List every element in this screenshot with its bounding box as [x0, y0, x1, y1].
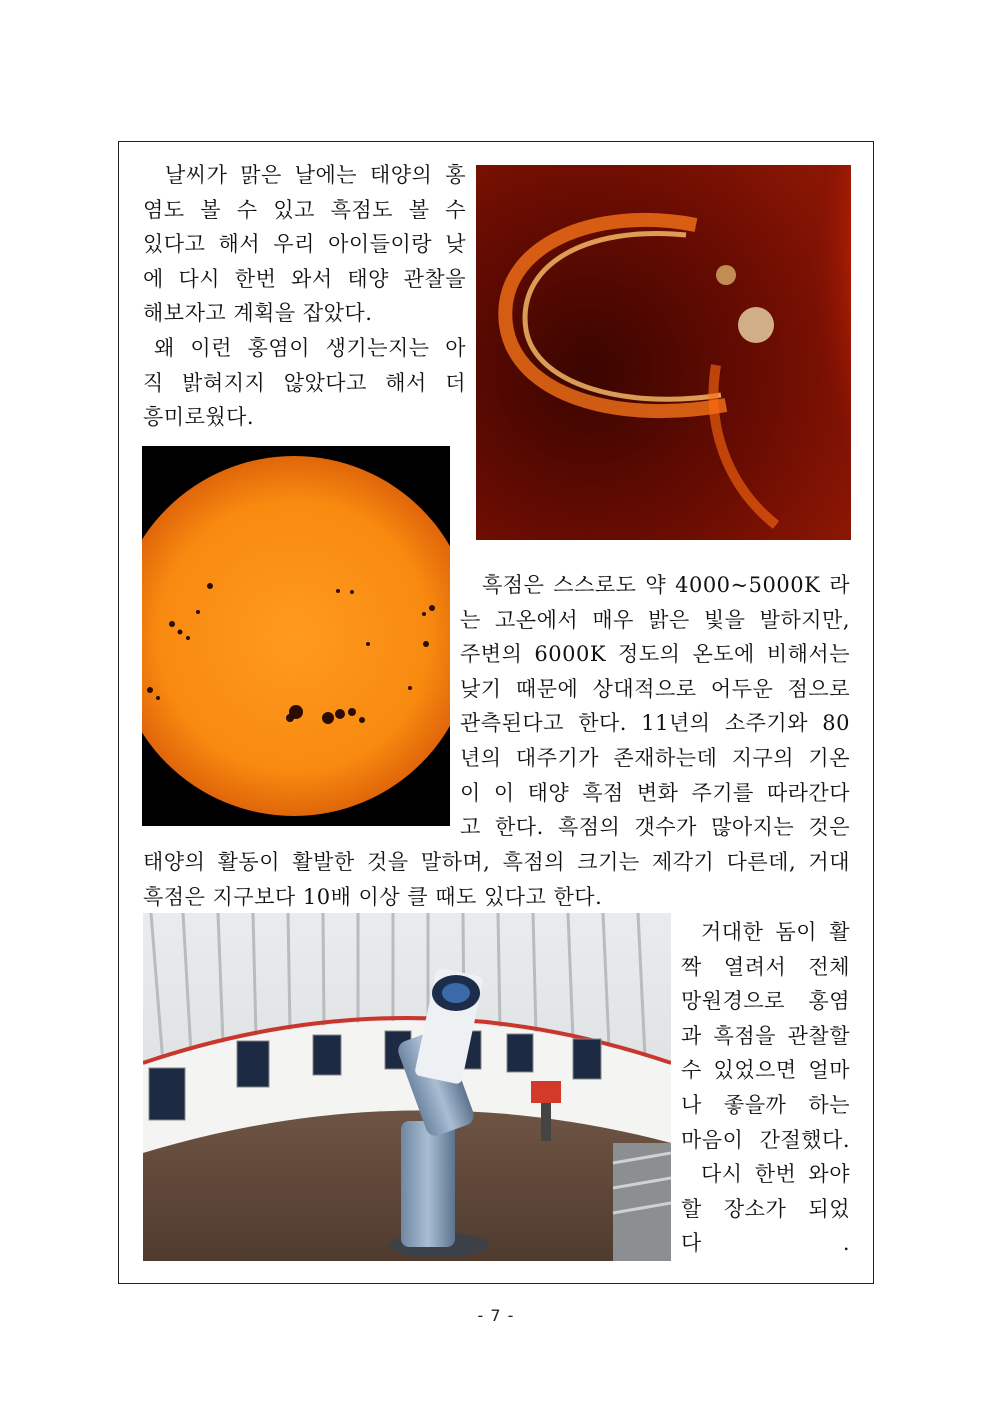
solar-prominence-image	[476, 165, 851, 540]
text-line: 낮기 때문에 상대적으로 어두운 점으로	[460, 676, 850, 701]
page-number: - 7 -	[477, 1306, 515, 1325]
text-line: 다 .	[681, 1231, 850, 1256]
text-line: 태양의 활동이 활발한 것을 말하며, 흑점의 크기는 제각기 다른데, 거대	[143, 850, 850, 874]
text-line: 흑점은 지구보다 10배 이상 클 때도 있다고 한다.	[143, 884, 603, 909]
text-line: 해보자고 계획을 잡았다.	[143, 301, 373, 326]
text-line: 이 이 태양 흑점 변화 주기를 따라간다	[460, 780, 850, 805]
text-line: 날씨가 맑은 날에는 태양의 홍	[165, 163, 466, 187]
text-line: 직 밝혀지지 않았다고 해서 더	[143, 370, 466, 395]
text-line: 관측된다고 한다. 11년의 소주기와 80	[460, 711, 850, 736]
text-line: 짝 열려서 전체	[681, 954, 850, 979]
observatory-image	[143, 913, 671, 1261]
text-line: 할 장소가 되었	[681, 1196, 850, 1221]
text-line: 과 흑점을 관찰할	[681, 1023, 850, 1048]
paragraph-2-continuation	[143, 845, 850, 914]
text-line: 는 고온에서 매우 밝은 빛을 발하지만,	[460, 607, 850, 632]
text-line: 마음이 간절했다.	[681, 1127, 850, 1152]
text-line: 흑점은 스스로도 약 4000~5000K 라	[482, 573, 850, 597]
text-line: 망원경으로 홍염	[681, 989, 850, 1014]
text-line: 에 다시 한번 와서 태양 관찰을	[143, 266, 466, 291]
text-line: 거대한 돔이 활	[701, 920, 850, 944]
text-line: 수 있었으면 얼마	[681, 1058, 850, 1083]
text-line: 왜 이런 홍염이 생기는지는 아	[154, 335, 466, 360]
text-line: 나 좋을까 하는	[681, 1092, 850, 1117]
sunspot-sun-image	[142, 446, 450, 826]
paragraph-1	[143, 158, 466, 435]
text-line: 염도 볼 수 있고 흑점도 볼 수	[143, 197, 466, 222]
paragraph-2	[460, 568, 850, 845]
text-line: 다시 한번 와야	[701, 1162, 850, 1187]
paragraph-3	[681, 915, 850, 1261]
text-line: 년의 대주기가 존재하는데 지구의 기온	[460, 745, 850, 770]
text-line: 흥미로웠다.	[143, 405, 255, 430]
text-line: 있다고 해서 우리 아이들이랑 낮	[143, 232, 466, 257]
text-line: 고 한다. 흑점의 갯수가 많아지는 것은	[460, 815, 850, 840]
text-line: 주변의 6000K 정도의 온도에 비해서는	[460, 642, 850, 667]
